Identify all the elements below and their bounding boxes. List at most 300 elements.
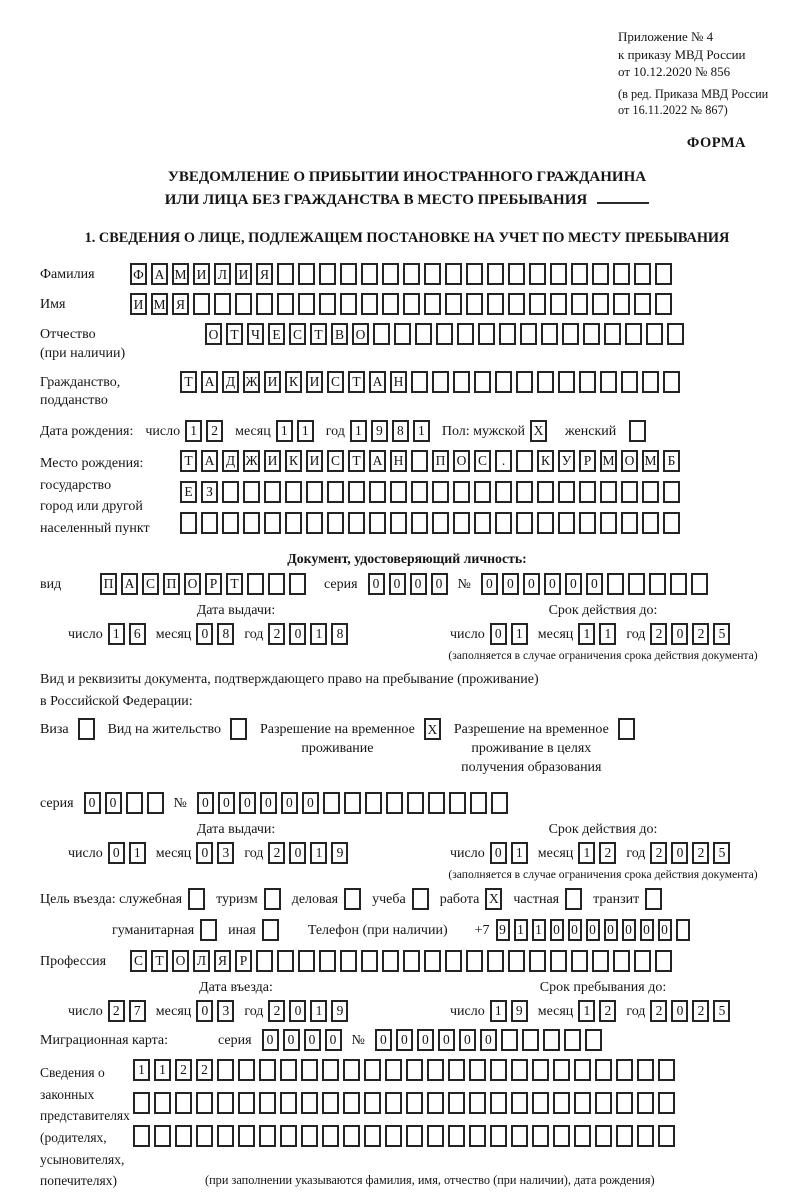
char-cell [133,1125,150,1147]
char-cell [613,293,630,315]
char-cell [394,323,411,345]
char-cell [407,792,424,814]
char-cell [262,919,279,941]
char-cell [634,263,651,285]
form-title-line1: УВЕДОМЛЕНИЕ О ПРИБЫТИИ ИНОСТРАННОГО ГРАЖДАНИНА [167,168,647,185]
char-cell: Т [348,450,365,472]
char-cell [474,371,491,393]
purpose-transit-checkbox [645,888,662,910]
char-cell [424,950,441,972]
char-cell: 1 [185,420,202,442]
char-cell: П [163,573,180,595]
sex-male-label: Пол: мужской [441,424,526,440]
char-cell: 0 [431,573,448,595]
residence-permit-label: Вид на жительство [107,722,221,738]
char-cell: И [130,293,147,315]
char-cell [344,792,361,814]
char-cell [558,371,575,393]
char-cell [621,371,638,393]
char-cell [390,512,407,534]
char-cell [511,1092,528,1114]
char-cell: С [474,450,491,472]
char-cell [298,950,315,972]
char-cell: X [424,718,441,740]
permit-valid-until-heading: Срок действия до: [548,822,658,838]
char-cell: Т [226,573,243,595]
char-cell [663,512,680,534]
doc-type-row [40,573,774,595]
transit-label: транзит [593,892,640,908]
char-cell [289,573,306,595]
char-cell: И [193,263,210,285]
char-cell [642,371,659,393]
year-label: год [626,846,646,862]
char-cell: 0 [368,573,385,595]
char-cell [403,293,420,315]
char-cell: 0 [622,919,636,941]
char-cell [676,919,690,941]
char-cell: Д [222,371,239,393]
char-cell: 9 [331,842,348,864]
char-cell [550,263,567,285]
char-cell [154,1092,171,1114]
char-cell: 1 [276,420,293,442]
char-cell [301,1125,318,1147]
char-cell: 0 [239,792,256,814]
char-cell: А [201,450,218,472]
char-cell: М [642,450,659,472]
char-cell: Т [151,950,168,972]
char-cell: И [306,450,323,472]
profession-row [40,950,774,972]
day-label: число [68,846,103,862]
business-label: деловая [291,892,339,908]
char-cell [277,950,294,972]
char-cell [222,481,239,503]
year-label: год [244,627,264,643]
char-cell [466,263,483,285]
mig-series-cells [262,1029,342,1051]
char-cell: 0 [671,623,688,645]
char-cell [670,573,687,595]
char-cell [214,293,231,315]
char-cell: И [235,263,252,285]
permit-issue-date-heading: Дата выдачи: [196,822,276,838]
permit-series-label: серия [40,796,74,812]
char-cell [193,293,210,315]
char-cell [543,1029,560,1051]
doc-dates-block [40,603,774,662]
char-cell [369,481,386,503]
char-cell [490,1125,507,1147]
char-cell [634,950,651,972]
name-label: Имя [40,297,66,313]
char-cell [691,573,708,595]
entry-day-cells [108,1000,146,1022]
section1-heading: 1. СВЕДЕНИЯ О ЛИЦЕ, ПОДЛЕЖАЩЕМ ПОСТАНОВКЕ НА УЧЕТ ПО МЕСТУ ПРЕБЫВАНИЯ [84,230,730,247]
char-cell [298,263,315,285]
char-cell: 2 [268,623,285,645]
appendix-block [618,28,774,119]
char-cell [469,1092,486,1114]
char-cell [663,481,680,503]
surname-row [40,263,774,285]
char-cell: 5 [713,623,730,645]
char-cell: А [369,450,386,472]
char-cell: 0 [375,1029,392,1051]
citizenship-label: Гражданство, подданство [40,374,121,408]
char-cell: 0 [502,573,519,595]
char-cell [415,323,432,345]
char-cell [618,718,635,740]
char-cell [646,323,663,345]
char-cell: У [558,450,575,472]
char-cell: 2 [268,842,285,864]
char-cell: 1 [310,1000,327,1022]
char-cell [306,481,323,503]
char-cell [323,792,340,814]
birthdate-row [40,420,774,442]
char-cell: 1 [413,420,430,442]
char-cell: Д [222,450,239,472]
mig-series-label: серия [218,1033,252,1049]
permit-valid-day-cells [490,842,528,864]
profession-label: Профессия [40,954,107,970]
char-cell [348,481,365,503]
char-cell [655,293,672,315]
char-cell [499,323,516,345]
char-cell [495,481,512,503]
char-cell: А [201,371,218,393]
char-cell [403,950,420,972]
char-cell [364,1092,381,1114]
char-cell: 0 [283,1029,300,1051]
char-cell [344,888,361,910]
char-cell [217,1125,234,1147]
other-label: иная [228,923,256,939]
char-cell [604,323,621,345]
permit-issue-year-cells [268,842,348,864]
char-cell [532,1059,549,1081]
char-cell [600,371,617,393]
representatives-cells-row2 [133,1092,675,1114]
char-cell [364,1059,381,1081]
char-cell: О [184,573,201,595]
char-cell [592,263,609,285]
char-cell: К [537,450,554,472]
char-cell [424,263,441,285]
char-cell: 0 [438,1029,455,1051]
representatives-cells-row3 [133,1125,675,1147]
char-cell: З [201,481,218,503]
permit-series-row [40,792,774,814]
char-cell: Я [256,263,273,285]
char-cell [621,512,638,534]
char-cell [361,293,378,315]
char-cell [243,512,260,534]
purpose-study-checkbox [412,888,429,910]
char-cell [564,1029,581,1051]
char-cell: 2 [692,1000,709,1022]
residence-permit-options [40,718,774,778]
char-cell: 0 [523,573,540,595]
char-cell: 0 [480,1029,497,1051]
char-cell: М [172,263,189,285]
revision-line: от 16.11.2022 № 867) [618,103,728,118]
char-cell [574,1092,591,1114]
char-cell: 0 [565,573,582,595]
birthplace-cells-row2 [180,481,680,503]
char-cell: О [352,323,369,345]
char-cell [655,263,672,285]
char-cell [550,293,567,315]
char-cell [432,512,449,534]
char-cell [571,293,588,315]
char-cell: 1 [490,1000,507,1022]
char-cell [319,293,336,315]
doc-issue-month-cells [196,623,234,645]
visa-label: Виза [40,722,69,738]
char-cell [382,950,399,972]
char-cell [390,481,407,503]
char-cell: 0 [544,573,561,595]
char-cell [529,950,546,972]
char-cell: 1 [350,420,367,442]
birth-day-cells [185,420,223,442]
birthplace-cells-row3 [180,512,680,534]
birthplace-label: Место рождения: государство город или другой населенный пункт [40,456,150,537]
char-cell [175,1092,192,1114]
char-cell [453,512,470,534]
permit-valid-month-cells [578,842,616,864]
char-cell [385,1125,402,1147]
char-cell [365,792,382,814]
representatives-cells-row1 [133,1059,675,1081]
char-cell [478,323,495,345]
char-cell: 1 [578,623,595,645]
char-cell: 0 [586,919,600,941]
char-cell [637,1092,654,1114]
char-cell [469,1059,486,1081]
permit-issue-month-cells [196,842,234,864]
char-cell: 2 [650,623,667,645]
char-cell [529,293,546,315]
char-cell: 2 [599,842,616,864]
char-cell [448,1092,465,1114]
char-cell [343,1092,360,1114]
char-cell [600,481,617,503]
char-cell [343,1125,360,1147]
char-cell: 0 [289,623,306,645]
char-cell [508,263,525,285]
char-cell [382,263,399,285]
char-cell [658,1059,675,1081]
char-cell [222,512,239,534]
char-cell [616,1092,633,1114]
char-cell [230,718,247,740]
char-cell [558,481,575,503]
char-cell [634,293,651,315]
char-cell: И [264,371,281,393]
char-cell: Т [180,371,197,393]
char-cell: 9 [331,1000,348,1022]
entry-date-heading: Дата въезда: [199,980,273,996]
char-cell [448,1059,465,1081]
private-label: частная [513,892,560,908]
char-cell: А [369,371,386,393]
char-cell: С [142,573,159,595]
char-cell [613,950,630,972]
char-cell [579,481,596,503]
char-cell [453,371,470,393]
char-cell [280,1125,297,1147]
char-cell [361,263,378,285]
char-cell [663,371,680,393]
char-cell [268,573,285,595]
char-cell: 0 [490,842,507,864]
char-cell [487,263,504,285]
char-cell [625,323,642,345]
char-cell [595,1125,612,1147]
char-cell [427,1125,444,1147]
char-cell [369,512,386,534]
char-cell [238,1092,255,1114]
char-cell: 0 [304,1029,321,1051]
visa-checkbox [78,718,95,740]
sex-female-label: женский [565,424,617,440]
char-cell: 0 [481,573,498,595]
char-cell: 1 [578,1000,595,1022]
doc-type-cells [100,573,306,595]
char-cell: X [485,888,502,910]
month-label: месяц [155,1004,192,1020]
char-cell: С [327,371,344,393]
char-cell: 0 [550,919,564,941]
name-row [40,293,774,315]
char-cell: Р [235,950,252,972]
char-cell: В [331,323,348,345]
char-cell [655,950,672,972]
char-cell [403,263,420,285]
char-cell [411,371,428,393]
char-cell [562,323,579,345]
month-label: месяц [537,627,574,643]
char-cell: 0 [325,1029,342,1051]
char-cell: 1 [154,1059,171,1081]
char-cell [280,1092,297,1114]
char-cell: Т [348,371,365,393]
char-cell: 5 [713,1000,730,1022]
char-cell: Б [663,450,680,472]
migration-card-row [40,1029,774,1051]
char-cell [571,950,588,972]
char-cell: 2 [692,842,709,864]
char-cell: Т [310,323,327,345]
char-cell [427,1059,444,1081]
char-cell: Л [193,950,210,972]
year-label: год [325,424,345,440]
char-cell [511,1059,528,1081]
doc-issue-day-cells [108,623,146,645]
representatives-note: (при заполнении указываются фамилия, имя, отчество (при наличии), дата рождения) [205,1173,655,1188]
char-cell: С [327,450,344,472]
edu-permit-checkbox [618,718,635,740]
char-cell [188,888,205,910]
char-cell [412,888,429,910]
edu-permit-option [454,718,635,778]
char-cell: 0 [262,1029,279,1051]
char-cell [583,323,600,345]
purpose-other-checkbox [262,919,279,941]
patronymic-label: Отчество (при наличии) [40,327,126,361]
char-cell [411,481,428,503]
char-cell [501,1029,518,1051]
month-label: месяц [537,846,574,862]
char-cell [428,792,445,814]
char-cell [327,512,344,534]
residence-doc-text: Вид и реквизиты документа, подтверждающего право на пребывание (проживание) в Российской Федерации: [40,672,539,709]
day-label: число [145,424,181,440]
char-cell: 0 [586,573,603,595]
char-cell [649,573,666,595]
char-cell [616,1059,633,1081]
char-cell: И [264,450,281,472]
month-label: месяц [537,1004,574,1020]
char-cell [247,573,264,595]
char-cell [259,1059,276,1081]
char-cell: С [289,323,306,345]
char-cell: 0 [84,792,101,814]
char-cell [306,512,323,534]
char-cell [256,950,273,972]
char-cell [516,371,533,393]
residence-permit-checkbox [230,718,247,740]
char-cell [256,293,273,315]
char-cell [511,1125,528,1147]
char-cell: 2 [175,1059,192,1081]
char-cell [238,1125,255,1147]
char-cell: 2 [650,842,667,864]
char-cell [373,323,390,345]
char-cell: 0 [196,623,213,645]
char-cell [340,263,357,285]
purpose-private-checkbox [565,888,582,910]
char-cell [340,950,357,972]
char-cell: 2 [268,1000,285,1022]
char-cell [522,1029,539,1051]
char-cell [196,1125,213,1147]
char-cell: 2 [692,623,709,645]
char-cell: 0 [197,792,214,814]
entry-year-cells [268,1000,348,1022]
char-cell: 0 [389,573,406,595]
char-cell [470,792,487,814]
name-cells [130,293,672,315]
char-cell: О [621,450,638,472]
stay-until-heading: Срок пребывания до: [539,980,667,996]
char-cell [322,1059,339,1081]
edu-permit-label: Разрешение на временное проживание в целях получения образования [453,722,609,776]
char-cell [322,1092,339,1114]
char-cell: 0 [671,1000,688,1022]
char-cell [448,1125,465,1147]
char-cell: 0 [490,623,507,645]
char-cell: Т [226,323,243,345]
entry-month-cells [196,1000,234,1022]
char-cell: 0 [568,919,582,941]
char-cell: И [306,371,323,393]
char-cell [264,481,281,503]
